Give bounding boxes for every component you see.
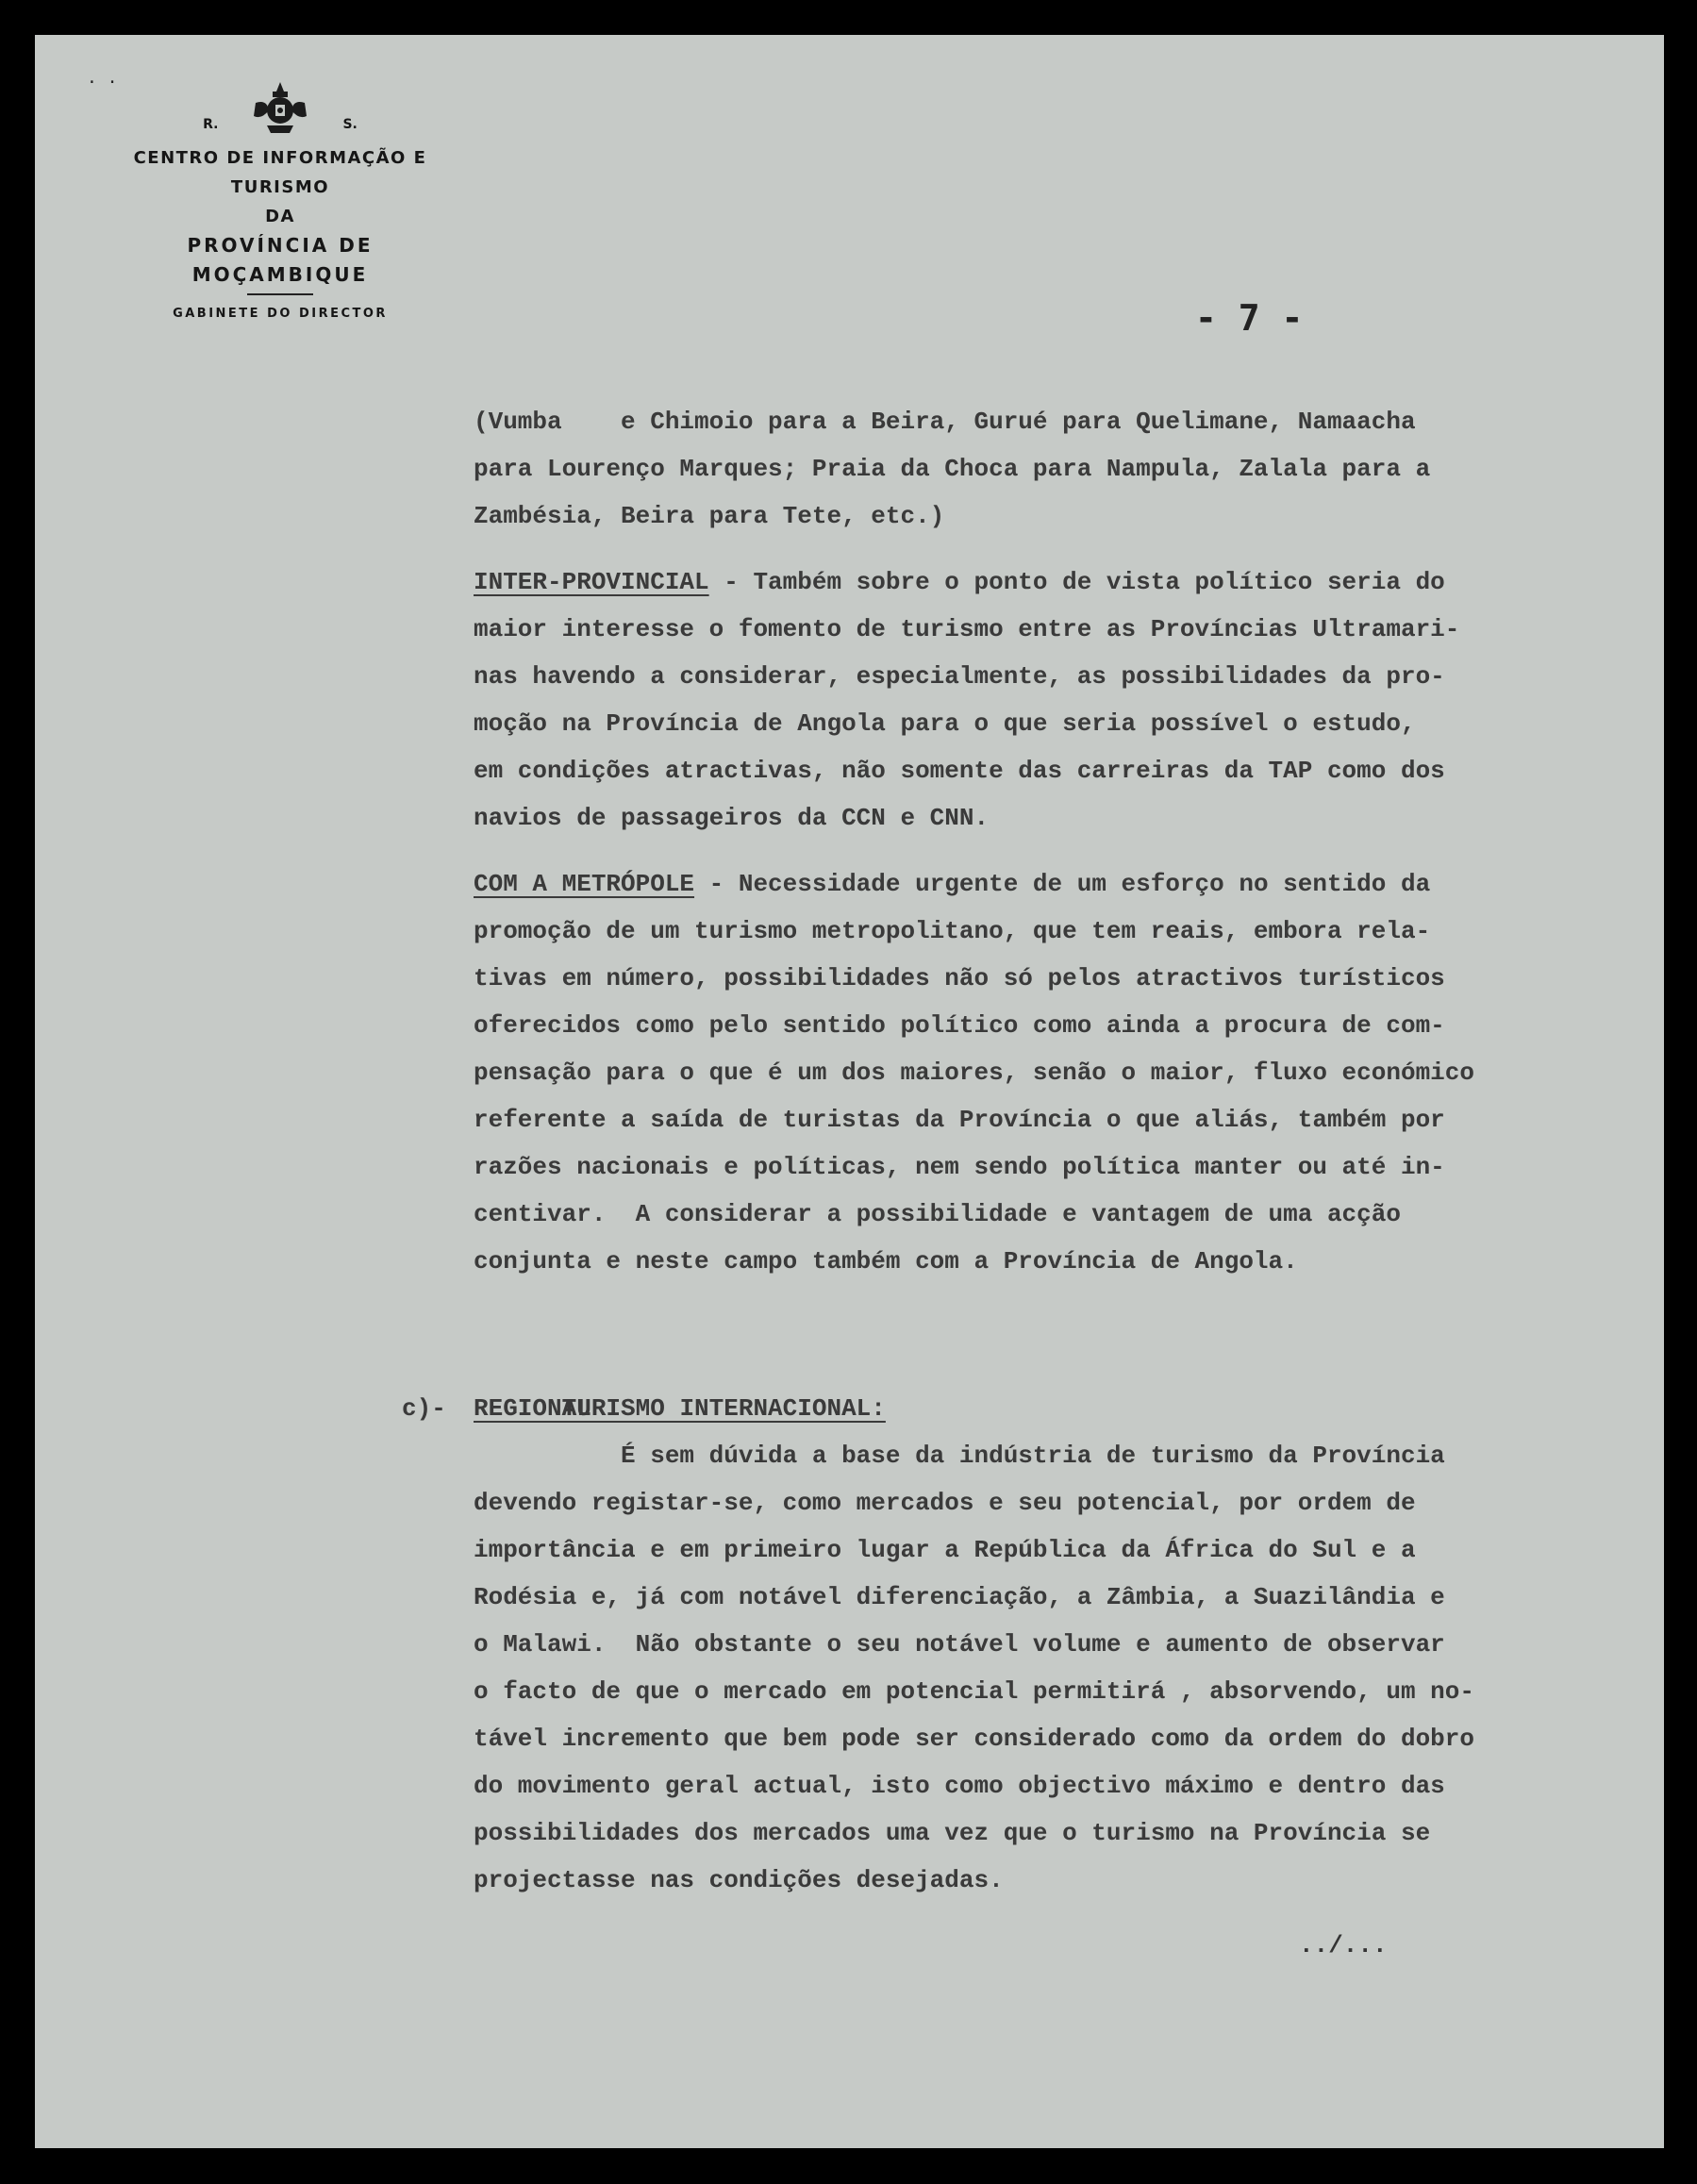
metropole-line: pensação para o que é um dos maiores, senão o maior, fluxo económico (474, 1059, 1474, 1087)
inter-provincial-line: navios de passageiros da CCN e CNN. (474, 804, 990, 832)
letterhead-divider (247, 293, 313, 295)
section-c-heading: TURISMO INTERNACIONAL: (561, 1394, 886, 1423)
section-c-line: É sem dúvida a base da indústria de turismo da Província (474, 1442, 1445, 1470)
inter-provincial-text: - Também sobre o ponto de vista político seria do (708, 568, 1445, 596)
section-c-line: tável incremento que bem pode ser considerado como da ordem do dobro (474, 1725, 1474, 1753)
spacer (474, 540, 1653, 559)
coat-of-arms-icon (250, 78, 310, 142)
metropole-text: - Necessidade urgente de um esforço no sentido da (694, 870, 1431, 898)
inter-provincial-heading: INTER-PROVINCIAL (474, 568, 709, 596)
intro-line: (Vumba e Chimoio para a Beira, Gurué para Quelimane, Namaacha (474, 408, 1416, 436)
section-c-line: Rodésia e, já com notável diferenciação, a Zâmbia, a Suazilândia e (474, 1583, 1445, 1611)
metropole-heading: COM A METRÓPOLE (474, 870, 695, 898)
intro-line: Zambésia, Beira para Tete, etc.) (474, 502, 945, 530)
scan-specks: · · (87, 73, 118, 92)
inter-provincial-first-line (474, 559, 1653, 606)
section-c-line: do movimento geral actual, isto como objectivo máximo e dentro das (474, 1772, 1445, 1800)
section-c-line: devendo registar-se, como mercados e seu potencial, por ordem de (474, 1489, 1416, 1517)
intro-line: para Lourenço Marques; Praia da Choca para Nampula, Zalala para a (474, 455, 1431, 483)
section-c-subheading: REGIONAL (474, 1394, 591, 1423)
metropole-line: promoção de um turismo metropolitano, que tem reais, embora rela- (474, 917, 1431, 945)
crest-row (101, 77, 459, 143)
section-c-line: projectasse nas condições desejadas. (474, 1866, 1004, 1894)
inter-provincial-line: moção na Província de Angola para o que seria possível o estudo, (474, 709, 1416, 738)
continuation-mark: ../... (1299, 1931, 1388, 1959)
inter-provincial-line: em condições atractivas, não somente das carreiras da TAP como dos (474, 757, 1445, 785)
section-c-line: importância e em primeiro lugar a República da África do Sul e a (474, 1536, 1416, 1564)
office-name: GABINETE DO DIRECTOR (173, 307, 388, 321)
metropole-line: oferecidos como pelo sentido político como ainda a procura de com- (474, 1011, 1445, 1040)
org-name-line-2: DA (265, 207, 295, 226)
inter-provincial-line: nas havendo a considerar, especialmente, as possibilidades da pro- (474, 662, 1445, 691)
spacer (474, 842, 1653, 860)
org-name-line-3: PROVÍNCIA DE MOÇAMBIQUE (187, 234, 374, 286)
section-c-line: o Malawi. Não obstante o seu notável volume e aumento de observar (474, 1630, 1445, 1659)
section-c-line: possibilidades dos mercados uma vez que o turismo na Província se (474, 1819, 1431, 1847)
document-page (35, 35, 1664, 2148)
org-name-line-1: CENTRO DE INFORMAÇÃO E TURISMO (133, 148, 427, 197)
inter-provincial-line: maior interesse o fomento de turismo entre as Províncias Ultramari- (474, 615, 1460, 643)
metropole-line: razões nacionais e políticas, nem sendo política manter ou até in- (474, 1153, 1445, 1181)
section-c-label: c)- (402, 1394, 446, 1423)
metropole-line: referente a saída de turistas da Província o que aliás, também por (474, 1106, 1445, 1134)
page-number: - 7 - (1195, 297, 1304, 339)
metropole-line: conjunta e neste campo também com a Província de Angola. (474, 1247, 1298, 1275)
initial-right: S. (342, 117, 358, 132)
document-body (402, 398, 1653, 1904)
section-c-line: o facto de que o mercado em potencial permitirá , absorvendo, um no- (474, 1677, 1474, 1706)
metropole-first-line (474, 860, 1653, 908)
metropole-line: tivas em número, possibilidades não só pelos atractivos turísticos (474, 964, 1445, 992)
initial-left: R. (203, 117, 219, 132)
spacer (474, 1285, 1653, 1338)
metropole-line: centivar. A considerar a possibilidade e vantagem de uma acção (474, 1200, 1401, 1228)
letterhead (101, 77, 459, 321)
